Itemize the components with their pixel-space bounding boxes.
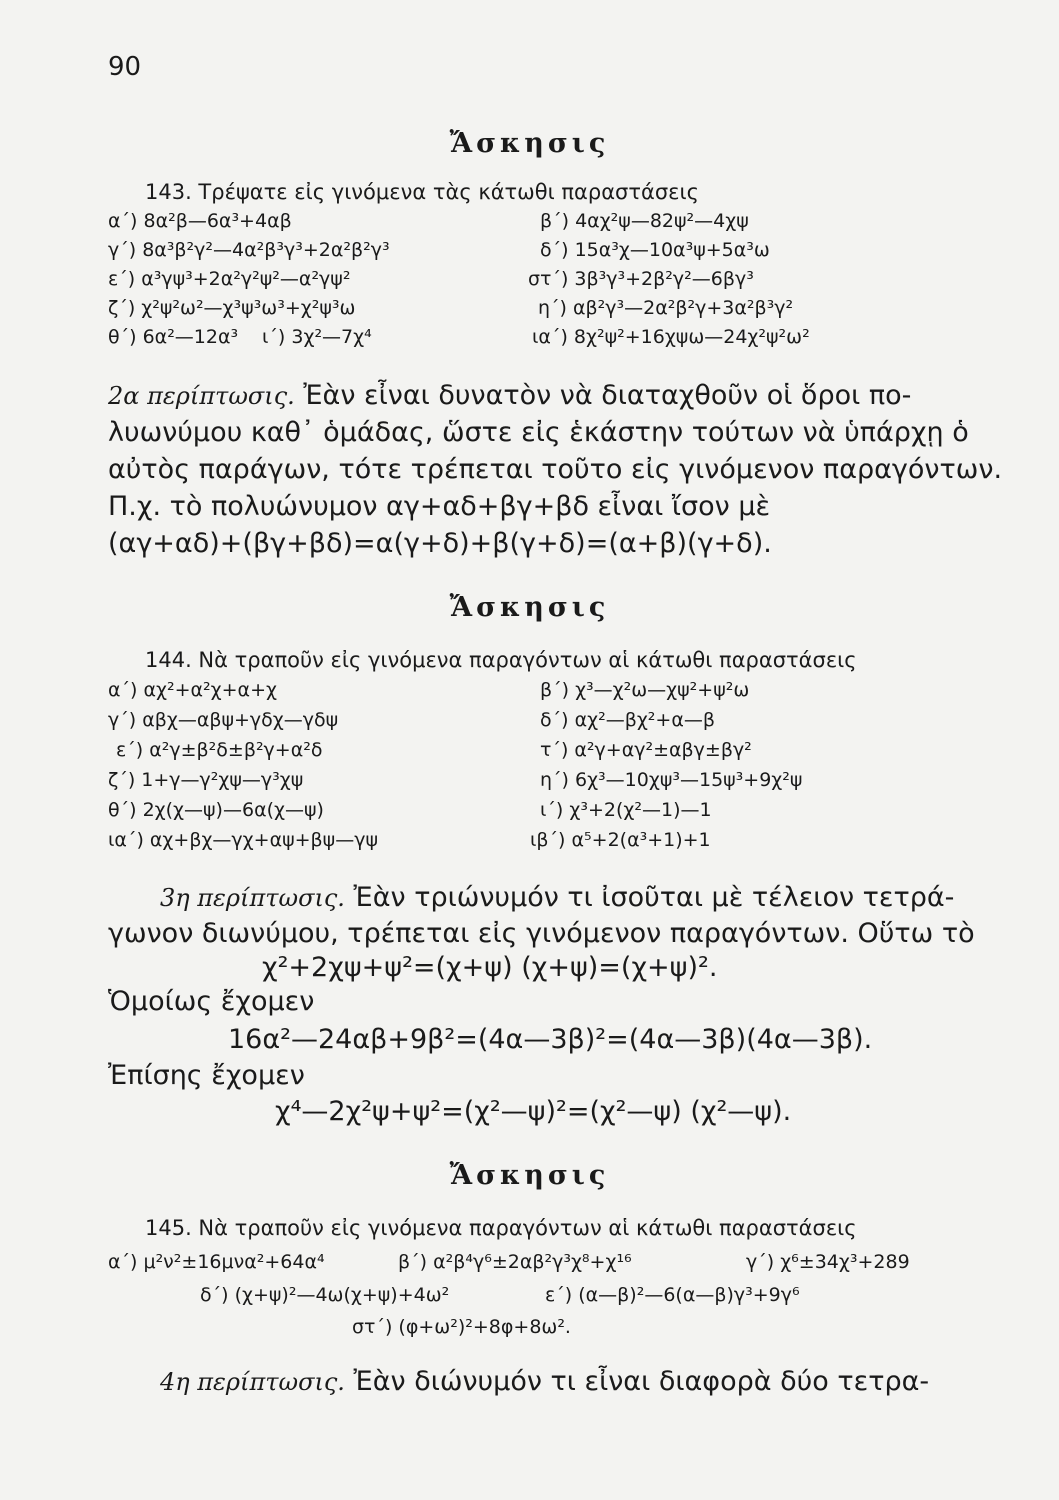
case-text: αὐτὸς παράγων, τότε τρέπεται τοῦτο εἰς γινόμενον παραγόντων.	[108, 454, 1003, 485]
case-text: (αγ+αδ)+(βγ+βδ)=α(γ+δ)+β(γ+δ)=(α+β)(γ+δ).	[108, 528, 772, 559]
exercise-item: στ΄) 3β³γ³+2β²γ²—6βγ³	[528, 268, 754, 290]
case-text: Ὁμοίως ἔχομεν	[108, 986, 315, 1017]
exercise-item: η΄) αβ²γ³—2α²β²γ+3α²β³γ²	[538, 297, 794, 319]
case-4-line-1	[108, 1364, 953, 1400]
exercise-item: α΄) 8α²β—6α³+4αβ	[108, 210, 292, 232]
exercise-item: ι΄) 3χ²—7χ⁴	[262, 326, 372, 348]
case-text: Ἐὰν τριώνυμόν τι ἰσοῦται μὲ τέλειον τετρά-	[353, 882, 955, 913]
exercise-143-intro: 143. Τρέψατε εἰς γινόμενα τὰς κάτωθι παραστάσεις	[145, 180, 699, 204]
case-label: 4η περίπτωσις.	[160, 1368, 345, 1396]
exercise-item: ε΄) α³γψ³+2α²γ²ψ²—α²γψ²	[108, 268, 351, 290]
case-label: 2α περίπτωσις.	[108, 382, 295, 410]
exercise-heading: Ἄσκησις	[449, 592, 610, 623]
exercise-item: β΄) α²β⁴γ⁶±2αβ²γ³χ⁸+χ¹⁶	[398, 1251, 632, 1273]
exercise-item: ι΄) χ³+2(χ²—1)—1	[540, 799, 712, 821]
exercise-item: ε΄) α²γ±β²δ±β²γ+α²δ	[116, 739, 323, 761]
exercise-item: α΄) μ²ν²±16μνα²+64α⁴	[108, 1251, 325, 1273]
case-text: Ἐὰν διώνυμόν τι εἶναι διαφορὰ δύο τετρα-	[353, 1366, 930, 1397]
case-text: λυωνύμου καθ᾽ ὁμάδας, ὥστε εἰς ἑκάστην τούτων νὰ ὑπάρχῃ ὁ	[108, 417, 969, 448]
exercise-item: δ΄) 15α³χ—10α³ψ+5α³ω	[540, 239, 770, 261]
case-2-line-1	[108, 378, 953, 414]
exercise-item: ζ΄) χ²ψ²ω²—χ³ψ³ω³+χ²ψ³ω	[108, 297, 356, 319]
page-number: 90	[108, 52, 142, 82]
exercise-item: η΄) 6χ³—10χψ³—15ψ³+9χ²ψ	[540, 769, 803, 791]
exercise-heading: Ἄσκησις	[449, 1160, 610, 1191]
exercise-item: β΄) χ³—χ²ω—χψ²+ψ²ω	[540, 679, 750, 701]
case-label: 3η περίπτωσις.	[160, 884, 345, 912]
exercise-item: ια΄) αχ+βχ—γχ+αψ+βψ—γψ	[108, 829, 378, 851]
equation: 16α²—24αβ+9β²=(4α—3β)²=(4α—3β)(4α—3β).	[228, 1024, 873, 1055]
exercise-item: ε΄) (α—β)²—6(α—β)γ³+9γ⁶	[545, 1284, 800, 1306]
case-3-line-1	[108, 880, 953, 916]
case-text: Ἐὰν εἶναι δυνατὸν νὰ διαταχθοῦν οἱ ὅροι πο-	[303, 380, 912, 411]
exercise-item: ζ΄) 1+γ—γ²χψ—γ³χψ	[108, 769, 304, 791]
exercise-heading: Ἄσκησις	[449, 128, 610, 159]
equation: χ²+2χψ+ψ²=(χ+ψ) (χ+ψ)=(χ+ψ)².	[262, 952, 718, 983]
exercise-item: ιβ΄) α⁵+2(α³+1)+1	[530, 829, 711, 851]
exercise-item: γ΄) χ⁶±34χ³+289	[746, 1251, 910, 1273]
case-text: γωνον διωνύμου, τρέπεται εἰς γινόμενον παραγόντων. Οὕτω τὸ	[108, 918, 975, 949]
exercise-item: ια΄) 8χ²ψ²+16χψω—24χ²ψ²ω²	[532, 326, 810, 348]
exercise-144-intro: 144. Νὰ τραποῦν εἰς γινόμενα παραγόντων αἱ κάτωθι παραστάσεις	[145, 648, 857, 672]
exercise-item: β΄) 4αχ²ψ—82ψ²—4χψ	[540, 210, 749, 232]
exercise-145-intro: 145. Νὰ τραποῦν εἰς γινόμενα παραγόντων αἱ κάτωθι παραστάσεις	[145, 1216, 857, 1240]
exercise-item: γ΄) αβχ—αβψ+γδχ—γδψ	[108, 709, 339, 731]
case-text: Π.χ. τὸ πολυώνυμον αγ+αδ+βγ+βδ εἶναι ἴσον μὲ	[108, 491, 771, 522]
exercise-item: θ΄) 6α²—12α³	[108, 326, 239, 348]
exercise-item: στ΄) (φ+ω²)²+8φ+8ω².	[352, 1316, 571, 1338]
case-text: Ἐπίσης ἔχομεν	[108, 1060, 305, 1091]
exercise-item: δ΄) (χ+ψ)²—4ω(χ+ψ)+4ω²	[200, 1284, 450, 1306]
exercise-item: τ΄) α²γ+αγ²±αβγ±βγ²	[540, 739, 752, 761]
exercise-item: α΄) αχ²+α²χ+α+χ	[108, 679, 277, 701]
exercise-item: δ΄) αχ²—βχ²+α—β	[540, 709, 715, 731]
exercise-item: θ΄) 2χ(χ—ψ)—6α(χ—ψ)	[108, 799, 324, 821]
exercise-item: γ΄) 8α³β²γ²—4α²β³γ³+2α²β²γ³	[108, 239, 390, 261]
equation: χ⁴—2χ²ψ+ψ²=(χ²—ψ)²=(χ²—ψ) (χ²—ψ).	[275, 1096, 792, 1127]
